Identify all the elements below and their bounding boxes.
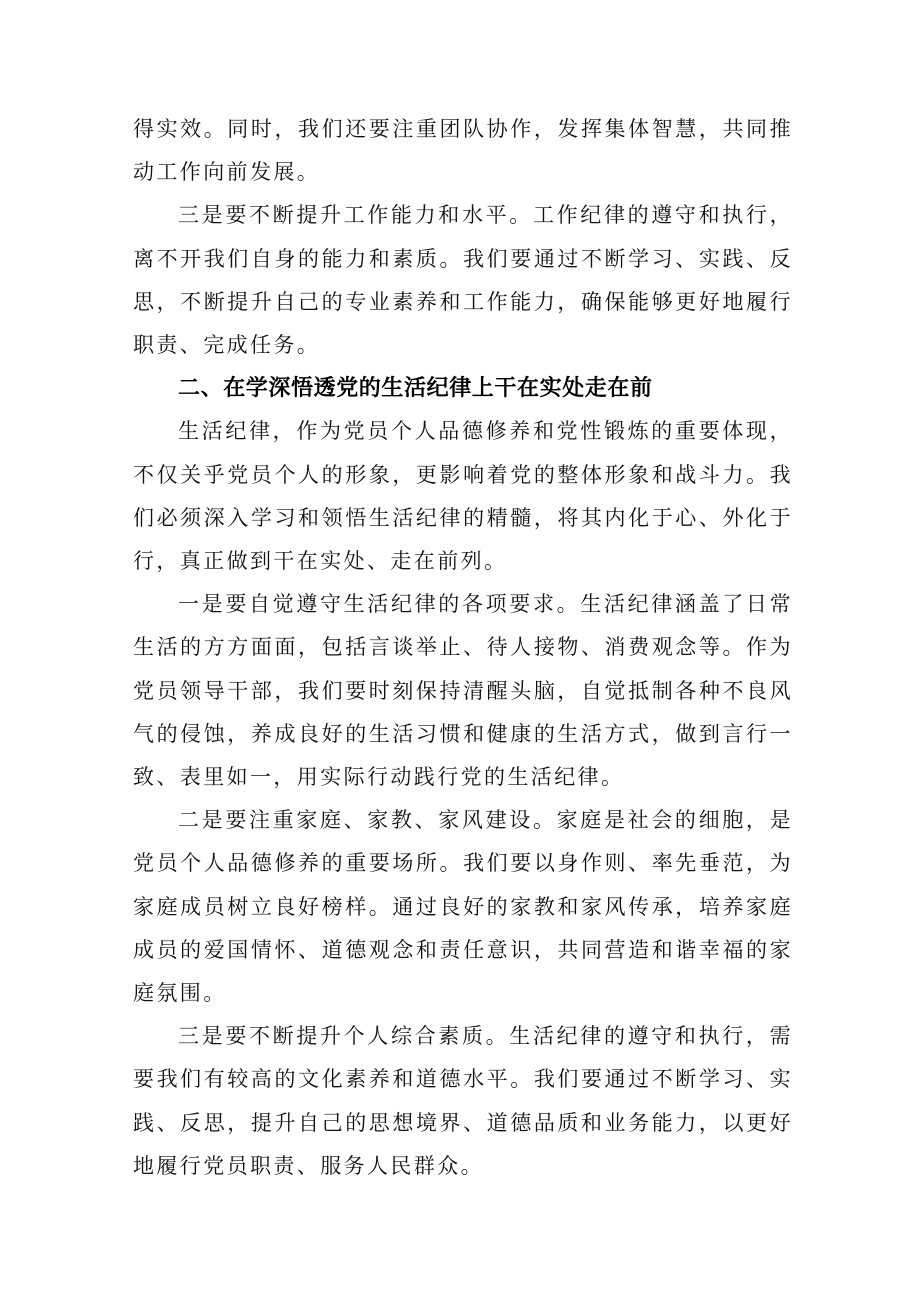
section-heading-life-discipline: 二、在学深悟透党的生活纪律上干在实处走在前 — [178, 376, 653, 402]
paragraph-point-two: 二是要注重家庭、家教、家风建设。家庭是社会的细胞，是党员个人品德修养的重要场所。我们要以身作则、率先垂范，为家庭成员树立良好榜样。通过良好的家教和家风传承，培养家庭成员的爱国情怀、道德观念和责任意识，共同营造和谐幸福的家庭氛围。 — [133, 808, 793, 1006]
document-body — [133, 108, 793, 1188]
paragraph-point-one: 一是要自觉遵守生活纪律的各项要求。生活纪律涵盖了日常生活的方方面面，包括言谈举止、待人接物、消费观念等。作为党员领导干部，我们要时刻保持清醒头脑，自觉抵制各种不良风气的侵蚀，养成良好的生活习惯和健康的生活方式，做到言行一致、表里如一，用实际行动践行党的生活纪律。 — [133, 592, 793, 790]
paragraph-life-discipline-intro: 生活纪律，作为党员个人品德修养和党性锻炼的重要体现，不仅关乎党员个人的形象，更影响着党的整体形象和战斗力。我们必须深入学习和领悟生活纪律的精髓，将其内化于心、外化于行，真正做到干在实处、走在前列。 — [133, 419, 793, 574]
paragraph-continuation: 得实效。同时，我们还要注重团队协作，发挥集体智慧，共同推动工作向前发展。 — [133, 117, 793, 185]
paragraph-point-three: 三是要不断提升个人综合素质。生活纪律的遵守和执行，需要我们有较高的文化素养和道德水平。我们要通过不断学习、实践、反思，提升自己的思想境界、道德品质和业务能力，以更好地履行党员职责、服务人民群众。 — [133, 1024, 793, 1178]
paragraph-work-ability: 三是要不断提升工作能力和水平。工作纪律的遵守和执行，离不开我们自身的能力和素质。我们要通过不断学习、实践、反思，不断提升自己的专业素养和工作能力，确保能够更好地履行职责、完成任务。 — [133, 203, 793, 358]
